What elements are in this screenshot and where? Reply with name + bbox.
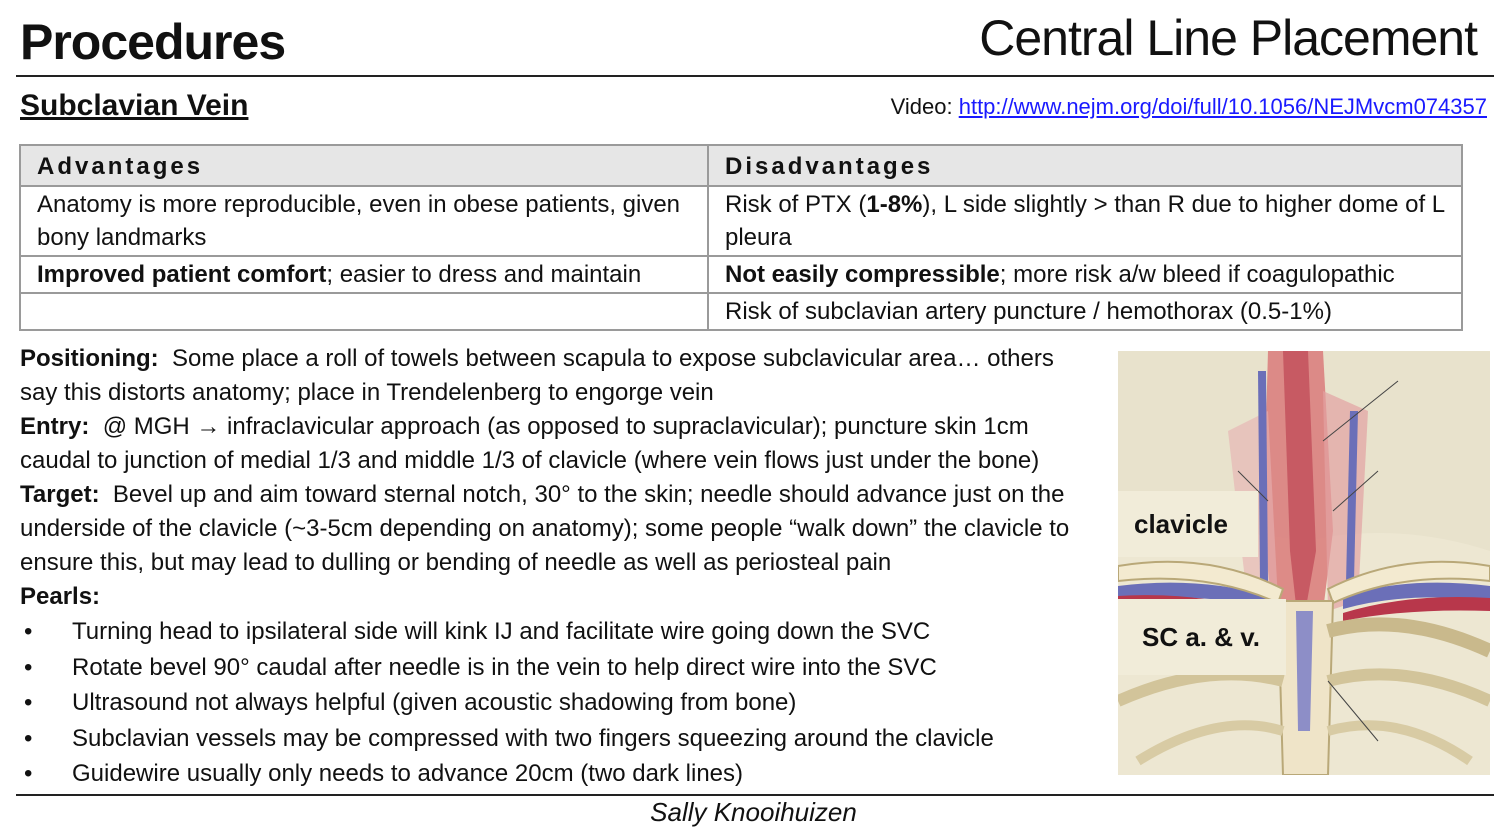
pearls-heading	[20, 580, 1090, 614]
anatomy-drawing	[1118, 351, 1490, 775]
comparison-table	[19, 144, 1463, 331]
video-reference	[891, 93, 1487, 121]
target-text: Bevel up and aim toward sternal notch, 30° to the skin; needle should advance just on the underside of the clavicle (~3-5cm depending on anatomy); some people “walk down” the clavicle to ensure this, but may lead to dulling or bending of needle as well as periosteal pain	[20, 481, 1070, 576]
pearl-text: Rotate bevel 90° caudal after needle is in the vein to help direct wire into the SVC	[72, 653, 937, 681]
pearls-label: Pearls:	[20, 583, 101, 610]
pearl-text: Guidewire usually only needs to advance 20cm (two dark lines)	[72, 760, 744, 787]
advantage-text: Anatomy is more reproducible, even in obese patients, given bony landmarks	[37, 191, 681, 251]
target-paragraph	[20, 478, 1080, 580]
entry-text: @ MGH → infraclavicular approach (as opposed to supraclavicular); puncture skin 1cm caudal to junction of medial 1/3 and middle 1/3 of clavicle (where vein flows just under the bone)	[20, 413, 1040, 474]
disadvantage-cell	[708, 256, 1462, 293]
pearls-list	[20, 614, 1090, 792]
disadvantage-emphasis: Not easily compressible	[725, 261, 1000, 288]
bullet: •	[24, 653, 33, 681]
anatomy-illustration	[1118, 351, 1490, 775]
subclavian-callout: SC a. & v.	[1118, 599, 1286, 675]
positioning-text: Some place a roll of towels between scapula to expose subclavicular area… others say this distorts anatomy; place in Trendelenberg to engorge vein	[20, 345, 1054, 406]
list-item	[20, 721, 1090, 757]
list-item	[20, 685, 1090, 721]
target-label: Target:	[20, 481, 100, 508]
positioning-label: Positioning:	[20, 345, 159, 372]
disadvantage-cell	[708, 186, 1462, 256]
section-label: Procedures	[20, 14, 286, 70]
table-header-row	[20, 145, 1462, 186]
list-item	[20, 650, 1090, 686]
list-item	[20, 756, 1090, 792]
pearl-text: Subclavian vessels may be compressed with two fingers squeezing around the clavicle	[72, 724, 994, 752]
bullet: •	[24, 689, 33, 716]
advantage-cell	[20, 186, 708, 256]
entry-label: Entry:	[20, 413, 90, 440]
disadvantage-cell	[708, 293, 1462, 330]
procedure-notes	[20, 342, 1090, 792]
list-item	[20, 614, 1090, 650]
video-link[interactable]: http://www.nejm.org/doi/full/10.1056/NEJMvcm074357	[958, 94, 1487, 119]
video-label: Video:	[890, 94, 953, 119]
header-divider	[16, 75, 1494, 77]
subsection-heading: Subclavian Vein	[20, 89, 249, 122]
disadvantage-text: Risk of subclavian artery puncture / hemothorax (0.5-1%)	[725, 298, 1332, 325]
column-header-disadvantages: Disadvantages	[708, 145, 1462, 186]
pearl-text: Turning head to ipsilateral side will kink IJ and facilitate wire going down the SVC	[72, 618, 931, 645]
disadvantage-text: ; more risk a/w bleed if coagulopathic	[999, 261, 1395, 288]
positioning-paragraph	[20, 342, 1090, 410]
table-row	[20, 186, 1462, 256]
pearl-text: Ultrasound not always helpful (given acoustic shadowing from bone)	[72, 689, 797, 716]
footer-divider	[16, 794, 1494, 796]
column-header-advantages: Advantages	[20, 145, 708, 186]
disadvantage-emphasis: 1-8%	[866, 191, 923, 218]
author-credit: Sally Knooihuizen	[650, 797, 857, 827]
advantage-cell	[20, 256, 708, 293]
bullet: •	[24, 760, 33, 787]
disadvantage-text-pre: Risk of PTX (	[725, 191, 867, 218]
bullet: •	[24, 724, 33, 752]
disadvantage-text: ), L side slightly > than R due to higher dome of L pleura	[725, 191, 1445, 251]
clavicle-callout: clavicle	[1118, 491, 1258, 557]
advantage-emphasis: Improved patient comfort	[37, 261, 327, 288]
advantage-cell	[20, 293, 708, 330]
bullet: •	[24, 618, 33, 645]
page-title: Central Line Placement	[979, 10, 1477, 66]
entry-paragraph	[20, 410, 1060, 478]
table-row	[20, 293, 1462, 330]
advantage-text: ; easier to dress and maintain	[326, 261, 642, 288]
table-row	[20, 256, 1462, 293]
